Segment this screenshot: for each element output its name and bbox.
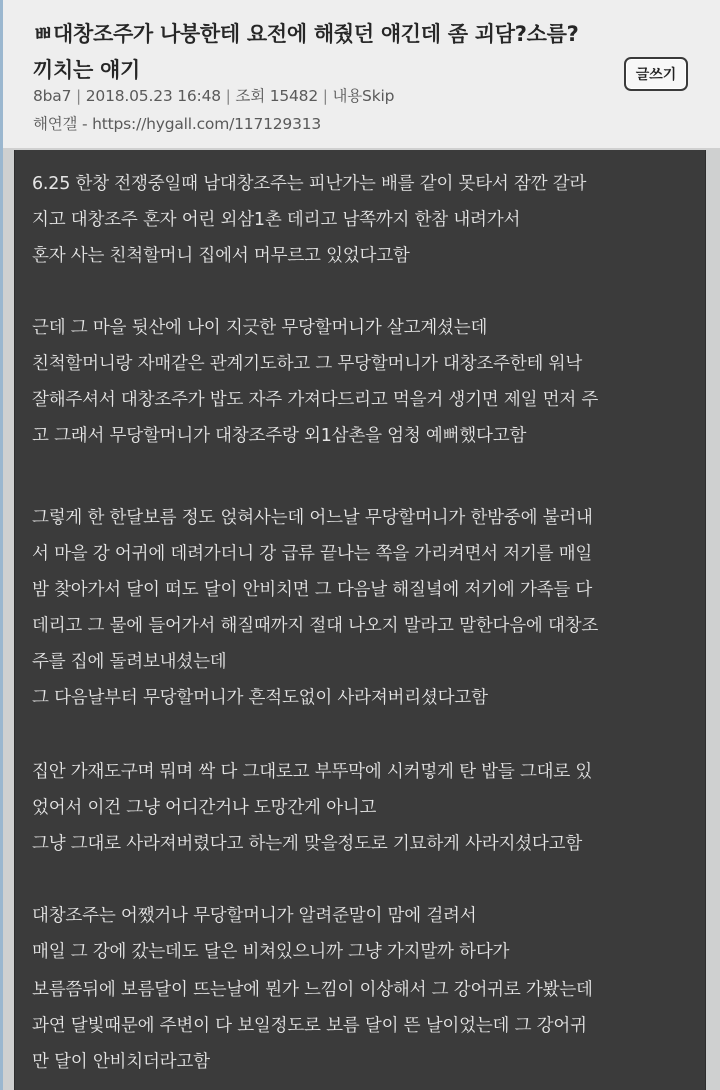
body-line: 밤 찾아가서 달이 떠도 달이 안비치면 그 다음날 해질녘에 저기에 가족들 다 [32,580,593,600]
body-line: 잘해주셔서 대창조주가 밥도 자주 가져다드리고 먹을거 생기면 제일 먼저 주 [32,390,599,410]
post-meta [33,84,394,106]
body-line: 친척할머니랑 자매같은 관계기도하고 그 무당할머니가 대창조주한테 워낙 [32,354,583,374]
write-button[interactable]: 글쓰기 [624,57,688,91]
body-line: 집안 가재도구며 뭐며 싹 다 그대로고 부뚜막에 시커멓게 탄 밥들 그대로 있 [32,762,593,782]
body-line: 보름쯤뒤에 보름달이 뜨는날에 뭔가 느낌이 이상해서 그 강어귀로 가봤는데 [32,980,593,1000]
body-line: 과연 달빛때문에 주변이 다 보일정도로 보름 달이 뜬 날이었는데 그 강어귀 [32,1016,587,1036]
body-line: 지고 대창조주 혼자 어린 외삼1촌 데리고 남쪽까지 한참 내려가서 [32,210,521,230]
body-line: 근데 그 마을 뒷산에 나이 지긋한 무당할머니가 살고계셨는데 [32,318,488,338]
body-line: 혼자 사는 친척할머니 집에서 머무르고 있었다고함 [32,246,410,266]
post-title-line-2: 끼치는 얘기 [33,58,140,82]
body-line: 매일 그 강에 갔는데도 달은 비쳐있으니까 그냥 가지말까 하다가 [32,942,510,962]
body-line: 그 다음날부터 무당할머니가 흔적도없이 사라져버리셨다고함 [32,688,488,708]
body-line: 6.25 한창 전쟁중일때 남대창조주는 피난가는 배를 같이 못타서 잠깐 갈라 [32,174,587,194]
body-line: 서 마을 강 어귀에 데려가더니 강 급류 끝나는 쪽을 가리켜면서 저기를 매일 [32,544,593,564]
gallery-link[interactable]: 해연갤 - https://hygall.com/117129313 [33,115,322,133]
content-skip-link[interactable]: 내용Skip [332,87,395,105]
body-line: 었어서 이건 그냥 어디간거나 도망간게 아니고 [32,798,377,818]
post-title [33,16,623,88]
meta-separator: | [225,87,231,105]
post-date: 2018.05.23 16:48 [85,87,221,105]
post-title-line-1: ㅃ대창조주가 나붕한테 요전에 해줬던 얘긴데 좀 괴담?소름? [33,22,579,46]
meta-separator: | [322,87,328,105]
body-line: 만 달이 안비치더라고함 [32,1052,210,1072]
post-body [14,150,706,1090]
author-id[interactable]: 8ba7 [33,87,72,105]
body-line: 주를 집에 돌려보내셨는데 [32,652,227,672]
body-line: 그냥 그대로 사라져버렸다고 하는게 맞을정도로 기묘하게 사라지셨다고함 [32,834,583,854]
body-line: 데리고 그 물에 들어가서 해질때까지 절대 나오지 말라고 말한다음에 대창조 [32,616,599,636]
meta-separator: | [76,87,82,105]
body-line: 그렇게 한 한달보름 정도 얹혀사는데 어느날 무당할머니가 한밤중에 불러내 [32,508,593,528]
body-line: 고 그래서 무당할머니가 대창조주랑 외1삼촌을 엄청 예뻐했다고함 [32,426,527,446]
body-line: 대창조주는 어쨌거나 무당할머니가 알려준말이 맘에 걸려서 [32,906,477,926]
view-count: 조회 15482 [235,87,319,105]
post-header [3,0,720,149]
